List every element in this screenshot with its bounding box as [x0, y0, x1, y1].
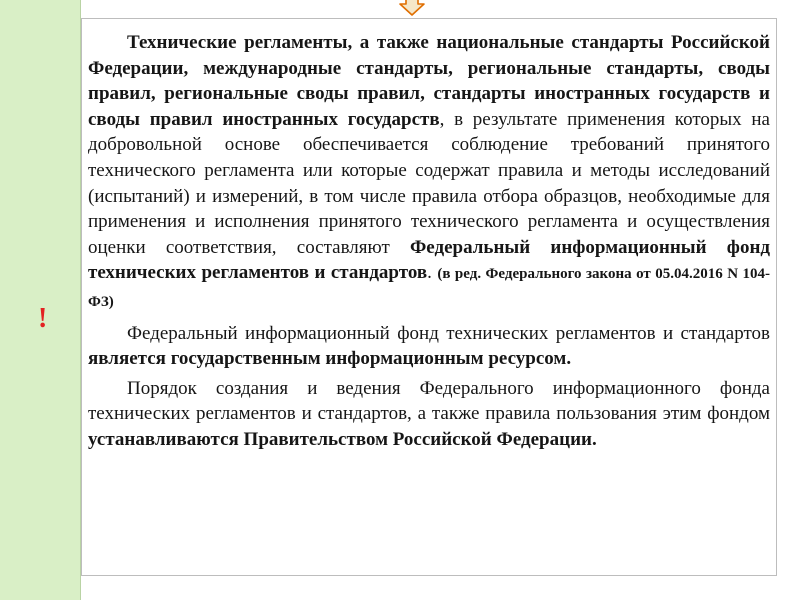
paragraph-1-bold-lead: Технические регламенты, а также национальные стандарты Российской Федерации, международные стандарты, региональные стандарты, своды правил, региональные своды правил, стандарты иностранных государств и своды правил иностранных государств [88, 32, 770, 130]
text-block [88, 30, 770, 453]
content-card [81, 18, 777, 576]
down-arrow-icon [398, 0, 426, 16]
amendment-note: (в ред. Федерального закона от 05.04.2016 N 104-ФЗ) [88, 266, 771, 310]
paragraph-1-bold-tail: Федеральный информационный фонд технических регламентов и стандартов [88, 236, 771, 284]
paragraph-1-body: , в результате применения которых на добровольной основе обеспечивается соблюдение требований принятого технического регламента или которые содержат правила и методы исследований (испытаний) и измерений, в том числе правила отбора образцов, необходимые для применения и исполнения принятого технического регламента и осуществления оценки соответствия, составляют [88, 108, 770, 258]
paragraph-2-bold-tail: является государственным информационным ресурсом. [88, 348, 572, 370]
paragraph-2 [88, 321, 770, 372]
paragraph-3-body: Порядок создания и ведения Федерального информационного фонда технических регламентов и стандартов, а также правила пользования этим фондом [88, 377, 770, 425]
paragraph-1 [88, 30, 770, 316]
paragraph-3 [88, 376, 770, 453]
paragraph-1-period: . [427, 262, 438, 284]
paragraph-2-body: Федеральный информационный фонд технических регламентов и стандартов [127, 322, 770, 344]
exclamation-icon: ! [38, 303, 48, 334]
paragraph-3-bold-tail: устанавливаются Правительством Российской Федерации. [88, 428, 597, 450]
left-band [0, 0, 80, 600]
